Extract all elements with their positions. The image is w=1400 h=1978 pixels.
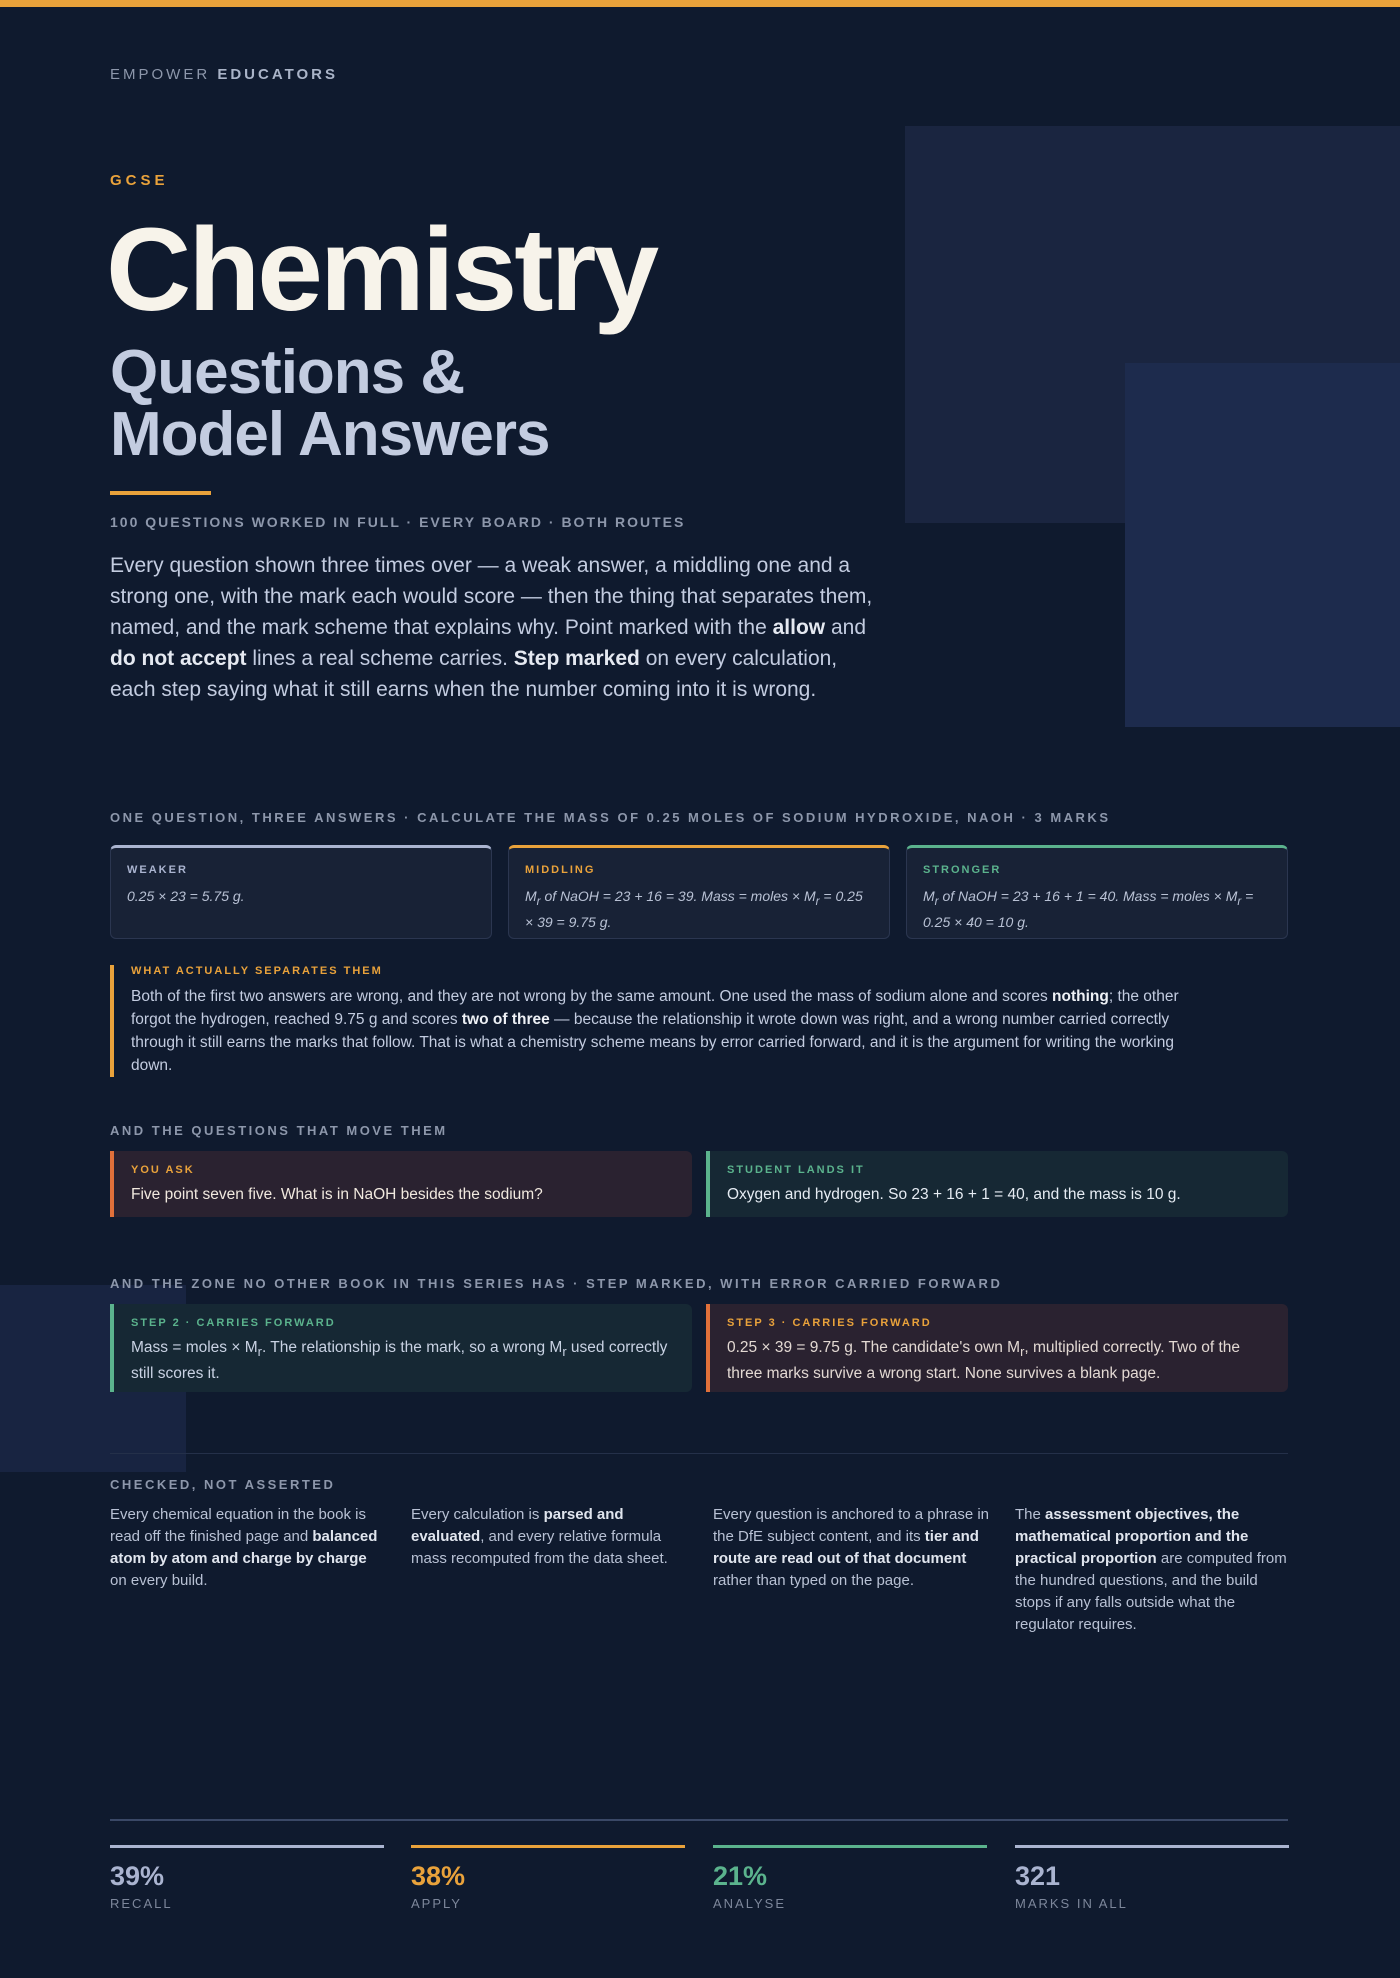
callout-text: — because the relationship it wrote down was right, and a wrong number carried correctly through it still earns the marks that follow. That is what a chemistry scheme means by error carried forward, and it is the argument for writing the working down.	[131, 1011, 1174, 1074]
step-text: , multiplied correctly. Two of the three marks survive a wrong start. None survives a blank page.	[727, 1339, 1241, 1383]
card-text: 0.25 × 23 = 5.75 g.	[127, 888, 245, 904]
column-emphasis: parsed and evaluated	[411, 1506, 624, 1545]
questions-section-label: AND THE QUESTIONS THAT MOVE THEM	[110, 1123, 448, 1138]
card-text: M	[525, 888, 537, 904]
subtitle-line-1: Questions &	[110, 338, 465, 407]
answer-card-stronger	[906, 845, 1288, 939]
page-subtitle	[110, 338, 550, 469]
step-3-box	[706, 1304, 1288, 1392]
subtitle-line-2: Model Answers	[110, 400, 550, 469]
stat-bar	[1015, 1845, 1289, 1848]
card-label: WEAKER	[127, 864, 188, 876]
student-lands-text: Oxygen and hydrogen. So 23 + 16 + 1 = 40, and the mass is 10 g.	[727, 1186, 1181, 1203]
card-text: M	[923, 888, 935, 904]
separates-callout	[110, 965, 1201, 1077]
step-text: 0.25 × 39 = 9.75 g. The candidate's own M	[727, 1339, 1021, 1356]
card-body	[127, 886, 475, 906]
step-2-box	[110, 1304, 692, 1392]
subscript: r	[1020, 1344, 1025, 1360]
callout-emphasis: nothing	[1052, 988, 1109, 1005]
column-emphasis: tier and route are read out of that document	[713, 1528, 979, 1567]
you-ask-label: YOU ASK	[131, 1164, 195, 1176]
subscript: r	[536, 894, 541, 908]
step-text: Mass = moles × M	[131, 1339, 258, 1356]
example-section-label: ONE QUESTION, THREE ANSWERS · CALCULATE THE MASS OF 0.25 MOLES OF SODIUM HYDROXIDE, NAOH · 3 MARKS	[110, 810, 1111, 825]
callout-label: WHAT ACTUALLY SEPARATES THEM	[131, 965, 383, 977]
column-emphasis: balanced atom by atom and charge by charge	[110, 1528, 378, 1567]
stat-analyse	[713, 1845, 987, 1911]
callout-text: ; the other forgot the hydrogen, reached 9.75 g and scores	[131, 988, 1179, 1028]
hero-kicker: GCSE	[110, 172, 169, 189]
checked-section-label: CHECKED, NOT ASSERTED	[110, 1477, 336, 1492]
stat-value: 321	[1015, 1861, 1061, 1891]
column-text: Every chemical equation in the book is read off the finished page and	[110, 1506, 366, 1545]
brand-logo	[110, 66, 338, 83]
checked-column-1	[110, 1504, 386, 1592]
card-text: = 0.25 × 39 = 9.75 g.	[525, 888, 863, 930]
page-title: Chemistry	[106, 204, 657, 336]
step-text: . The relationship is the mark, so a wrong M	[261, 1339, 563, 1356]
step-2-text	[131, 1337, 675, 1385]
checked-column-3	[713, 1504, 989, 1592]
you-ask-text: Five point seven five. What is in NaOH besides the sodium?	[131, 1186, 543, 1203]
stat-label: ANALYSE	[713, 1896, 787, 1911]
stat-bar	[411, 1845, 685, 1848]
column-text: Every calculation is	[411, 1506, 544, 1523]
intro-emphasis: Step marked	[513, 647, 640, 670]
card-text: = 0.25 × 40 = 10 g.	[923, 888, 1254, 930]
callout-text: Both of the first two answers are wrong, and they are not wrong by the same amount. One used the mass of sodium alone and scores	[131, 988, 1053, 1005]
checked-column-4	[1015, 1504, 1291, 1636]
column-text: on every build.	[110, 1572, 208, 1589]
student-lands-label: STUDENT LANDS IT	[727, 1164, 865, 1176]
column-text: The	[1015, 1506, 1046, 1523]
intro-emphasis: allow	[772, 616, 826, 639]
subscript: r	[815, 894, 820, 908]
answer-card-middling	[508, 845, 890, 939]
brand-light: EMPOWER	[110, 66, 211, 83]
top-accent-bar	[0, 0, 1400, 7]
intro-text: and	[825, 616, 866, 639]
title-rule	[110, 491, 211, 495]
card-body	[525, 886, 873, 932]
student-lands-box	[706, 1151, 1288, 1217]
step-text: used correctly still scores it.	[131, 1339, 668, 1383]
column-text: Every question is anchored to a phrase in the DfE subject content, and its	[713, 1506, 989, 1545]
subscript: r	[934, 894, 939, 908]
card-label: STRONGER	[923, 864, 1002, 876]
stat-bar	[713, 1845, 987, 1848]
hero-tagline: 100 QUESTIONS WORKED IN FULL · EVERY BOARD · BOTH ROUTES	[110, 514, 686, 530]
brand-bold: EDUCATORS	[217, 66, 338, 83]
footer-rule	[110, 1819, 1288, 1821]
column-text: , and every relative formula mass recomputed from the data sheet.	[411, 1528, 668, 1567]
stat-marks	[1015, 1845, 1289, 1911]
decorative-block	[1125, 363, 1400, 727]
stat-bar	[110, 1845, 384, 1848]
stat-recall	[110, 1845, 384, 1911]
intro-text: Every question shown three times over — a weak answer, a middling one and a strong one, with the mark each would score — then the thing that separates them, named, and the mark scheme that explains why. Point marked with the	[110, 554, 873, 639]
intro-paragraph	[110, 550, 880, 705]
subscript: r	[562, 1344, 567, 1360]
section-divider	[110, 1453, 1288, 1454]
callout-emphasis: two of three	[461, 1011, 550, 1028]
stat-value: 39%	[110, 1861, 165, 1891]
stat-label: RECALL	[110, 1896, 173, 1911]
intro-emphasis: do not accept	[110, 647, 247, 670]
intro-text: on every calculation, each step saying what it still earns when the number coming into it is wrong.	[110, 647, 838, 701]
intro-text: lines a real scheme carries.	[246, 647, 514, 670]
step-2-label: STEP 2 · CARRIES FORWARD	[131, 1317, 336, 1329]
column-text: are computed from the hundred questions, and the build stops if any falls outside what the regulator requires.	[1015, 1550, 1287, 1633]
stat-value: 38%	[411, 1861, 466, 1891]
card-text: of NaOH = 23 + 16 = 39. Mass = moles × M	[540, 888, 816, 904]
step-3-label: STEP 3 · CARRIES FORWARD	[727, 1317, 932, 1329]
subscript: r	[1237, 894, 1242, 908]
callout-body	[131, 985, 1201, 1077]
you-ask-box	[110, 1151, 692, 1217]
stat-value: 21%	[713, 1861, 768, 1891]
checked-column-2	[411, 1504, 687, 1570]
card-text: of NaOH = 23 + 16 + 1 = 40. Mass = moles × M	[938, 888, 1238, 904]
stat-label: APPLY	[411, 1896, 462, 1911]
card-label: MIDDLING	[525, 864, 596, 876]
column-emphasis: assessment objectives, the mathematical proportion and the practical proportion	[1015, 1506, 1249, 1567]
column-text: rather than typed on the page.	[713, 1572, 914, 1589]
stat-label: MARKS IN ALL	[1015, 1896, 1128, 1911]
subscript: r	[257, 1344, 262, 1360]
stat-apply	[411, 1845, 685, 1911]
answer-card-weaker	[110, 845, 492, 939]
zone-section-label: AND THE ZONE NO OTHER BOOK IN THIS SERIES HAS · STEP MARKED, WITH ERROR CARRIED FORWARD	[110, 1276, 1003, 1291]
card-body	[923, 886, 1271, 932]
step-3-text	[727, 1337, 1271, 1385]
